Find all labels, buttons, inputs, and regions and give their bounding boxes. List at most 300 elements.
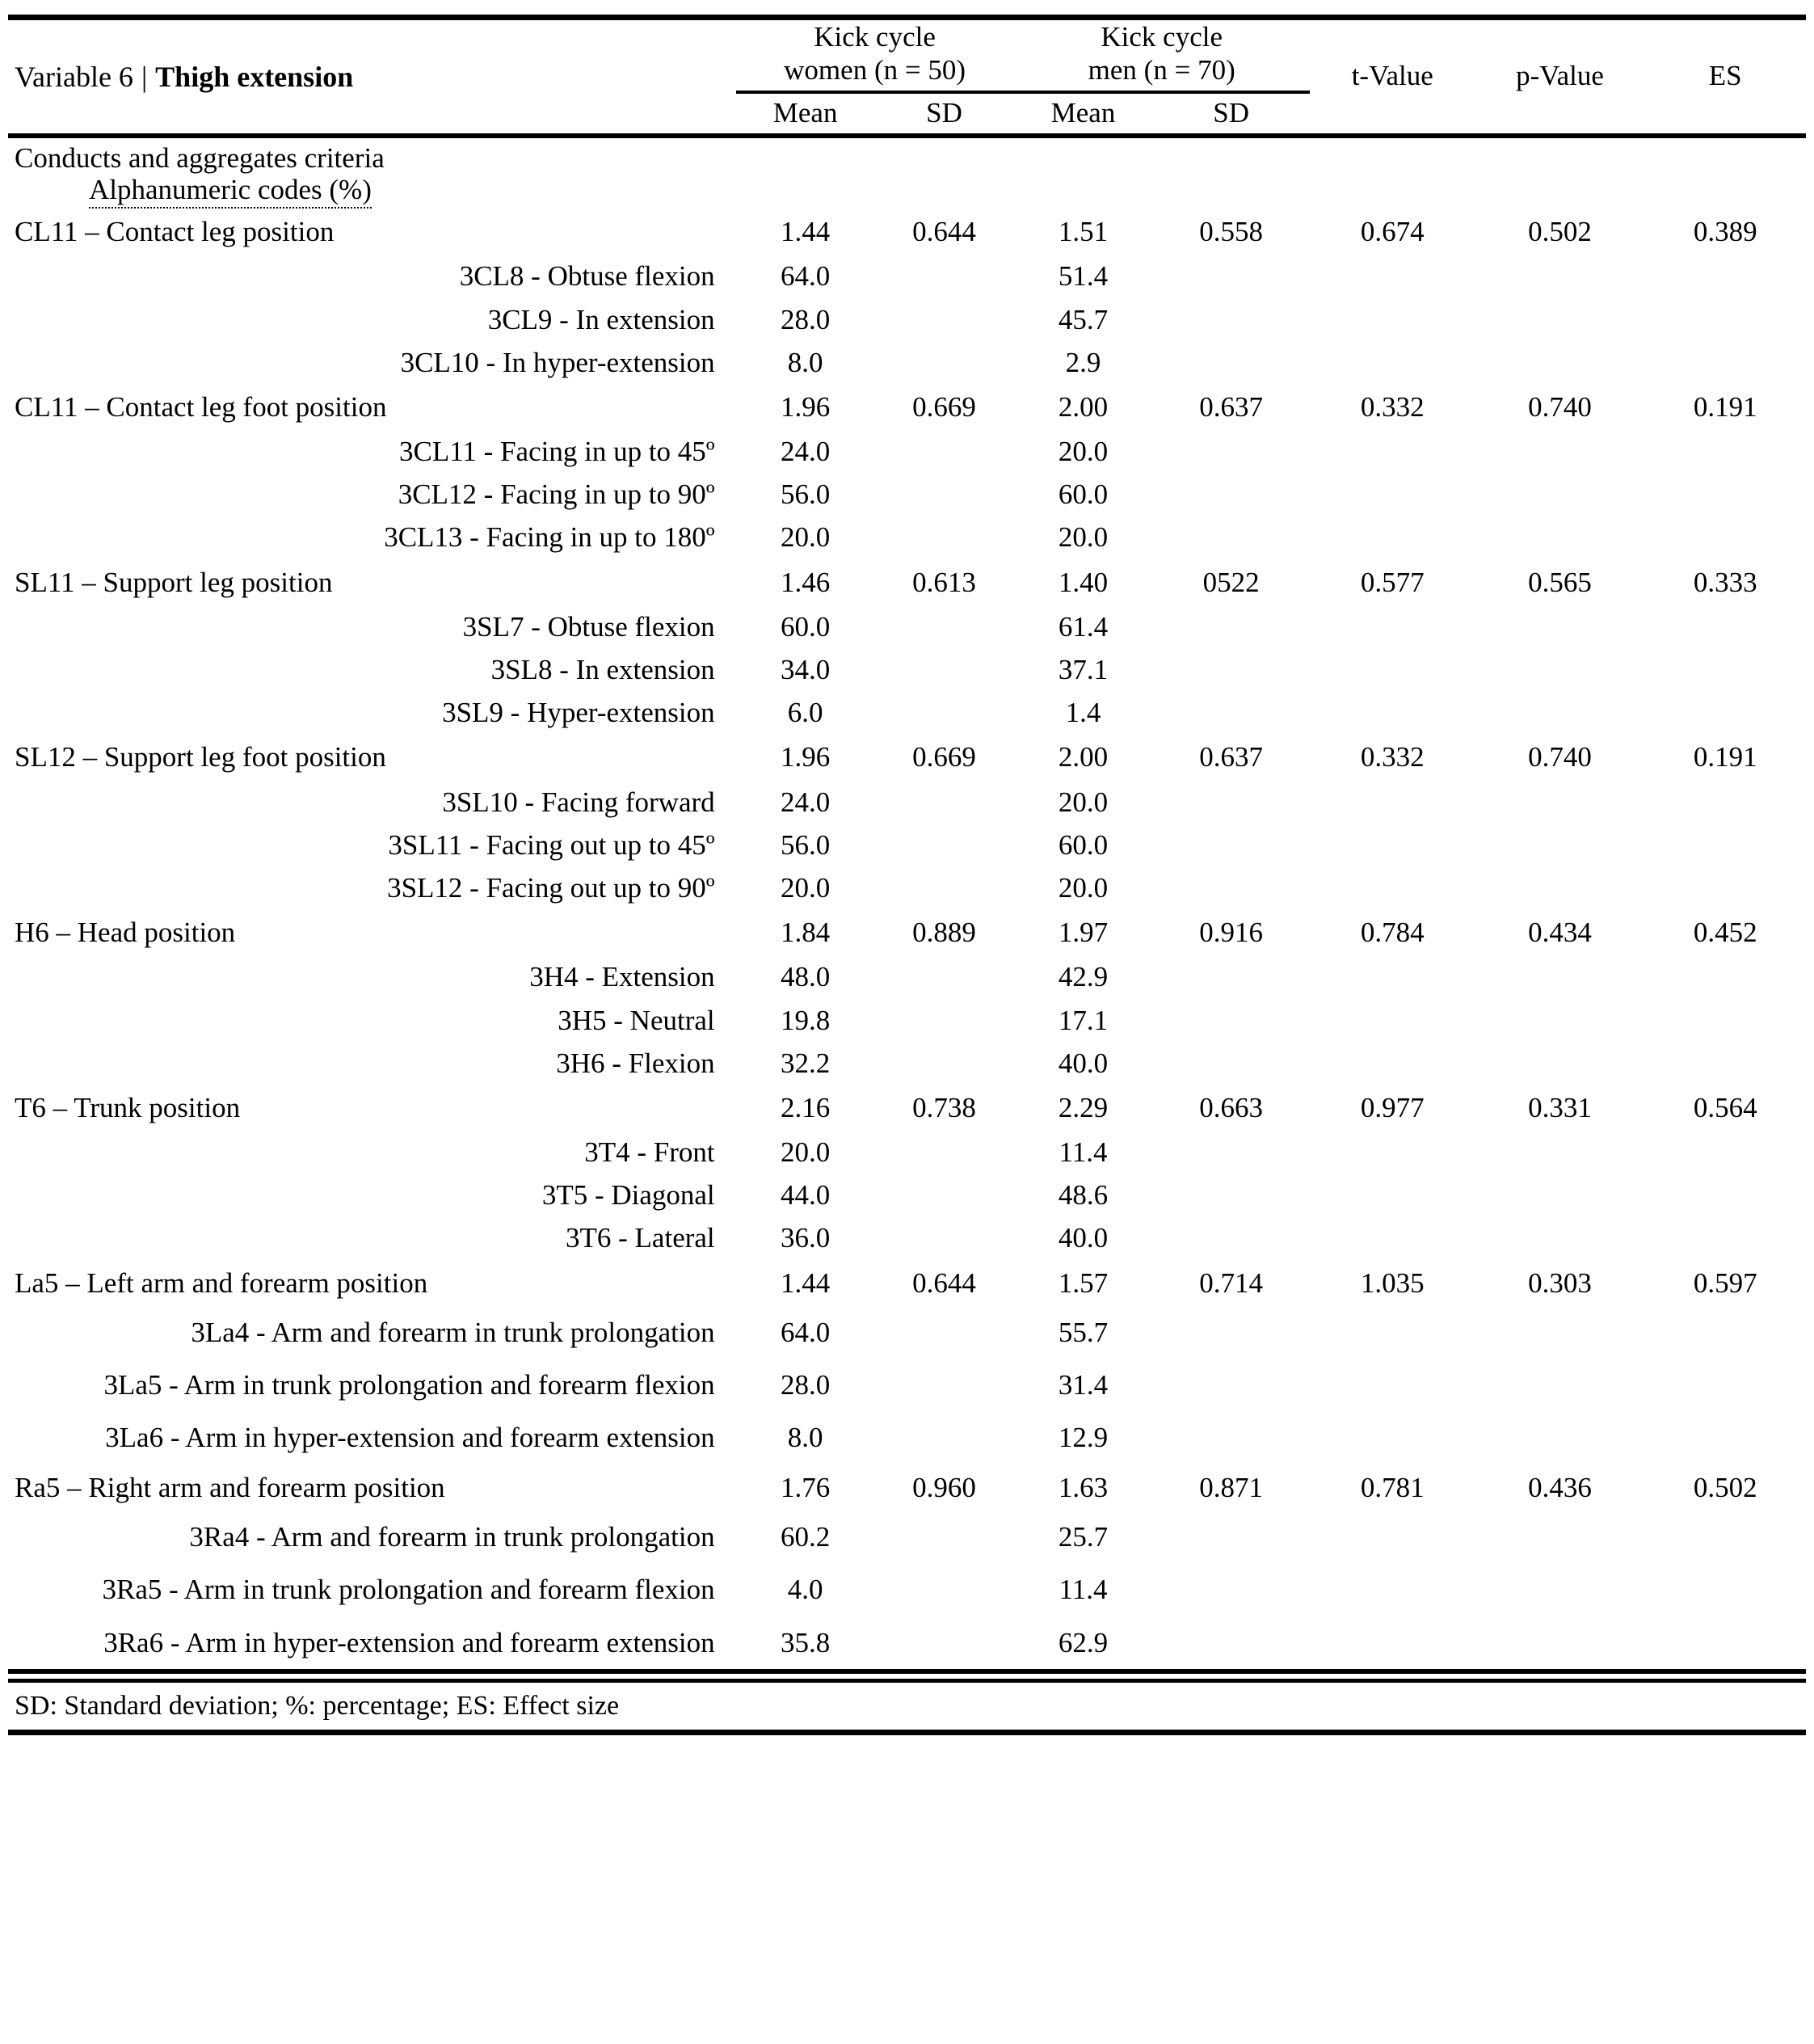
- code-row: [8, 1131, 1806, 1174]
- cell-p-value: [1475, 1306, 1645, 1359]
- cell-men-sd: [1152, 255, 1309, 297]
- cell-t-value: [1310, 1306, 1475, 1359]
- cell-es: [1644, 824, 1806, 866]
- cell-men-mean: 1.63: [1058, 1471, 1109, 1503]
- code-row: [8, 955, 1806, 998]
- cell-women-sd: [875, 999, 1014, 1042]
- cell-women-mean: 8.0: [787, 346, 823, 378]
- column-header-t-value: t-Value: [1351, 60, 1433, 92]
- cell-women-sd: 0.738: [912, 1091, 976, 1123]
- code-row-label: 3CL12 - Facing in up to 90º: [398, 478, 715, 511]
- criteria-title-row: [8, 138, 1806, 174]
- column-header-es: ES: [1708, 60, 1742, 92]
- cell-es: 0.597: [1693, 1266, 1757, 1299]
- cell-es: [1644, 341, 1806, 384]
- cell-men-mean: 42.9: [1058, 961, 1109, 993]
- variable-row-label: SL11 – Support leg position: [15, 566, 333, 598]
- code-row-label: 3H6 - Flexion: [556, 1047, 715, 1079]
- cell-women-sd: [875, 1359, 1014, 1411]
- cell-men-mean: 25.7: [1058, 1520, 1109, 1553]
- bottom-double-rule: [8, 1671, 1806, 1681]
- cell-women-mean: 20.0: [780, 871, 831, 904]
- code-row: [8, 1306, 1806, 1359]
- group-women-line1: Kick cycle: [814, 21, 936, 53]
- code-row-label: 3T4 - Front: [584, 1136, 715, 1169]
- footnote-text: SD: Standard deviation; %: percentage; ES: Effect size: [15, 1690, 620, 1721]
- cell-women-sd: [875, 955, 1014, 998]
- code-row: [8, 1359, 1806, 1411]
- cell-women-mean: 56.0: [780, 828, 831, 861]
- cell-women-sd: [875, 1306, 1014, 1359]
- cell-women-sd: [875, 516, 1014, 558]
- cell-es: 0.452: [1693, 917, 1757, 949]
- cell-men-sd: 0.663: [1199, 1091, 1264, 1123]
- codes-title: Alphanumeric codes (%): [89, 174, 372, 209]
- cell-p-value: 0.303: [1528, 1266, 1592, 1299]
- cell-p-value: [1475, 1359, 1645, 1411]
- cell-t-value: [1310, 999, 1475, 1042]
- cell-es: [1644, 1174, 1806, 1216]
- cell-women-sd: [875, 341, 1014, 384]
- cell-t-value: [1310, 1359, 1475, 1411]
- cell-es: [1644, 1359, 1806, 1411]
- cell-women-sd: [875, 473, 1014, 516]
- cell-women-mean: 1.84: [780, 917, 831, 949]
- cell-es: [1644, 1563, 1806, 1616]
- code-row-label: 3SL10 - Facing forward: [442, 786, 715, 818]
- cell-men-mean: 1.40: [1058, 566, 1109, 598]
- cell-p-value: [1475, 1563, 1645, 1616]
- column-header-women-sd: SD: [926, 96, 962, 129]
- cell-women-mean: 6.0: [787, 697, 823, 729]
- cell-men-mean: 55.7: [1058, 1316, 1109, 1348]
- variable-row: [8, 909, 1806, 955]
- cell-women-mean: 28.0: [780, 1369, 831, 1401]
- cell-p-value: [1475, 1131, 1645, 1174]
- cell-women-sd: 0.960: [912, 1471, 976, 1503]
- cell-women-mean: 24.0: [780, 786, 831, 818]
- cell-t-value: 0.332: [1360, 390, 1425, 423]
- cell-men-mean: 2.00: [1058, 741, 1109, 773]
- variable-row: [8, 1260, 1806, 1306]
- code-row-label: 3La5 - Arm in trunk prolongation and forearm flexion: [103, 1369, 715, 1401]
- variable-name: Thigh extension: [155, 60, 354, 93]
- cell-es: [1644, 1042, 1806, 1085]
- cell-es: [1644, 955, 1806, 998]
- cell-es: [1644, 473, 1806, 516]
- cell-es: [1644, 999, 1806, 1042]
- cell-es: 0.564: [1693, 1091, 1757, 1123]
- cell-es: [1644, 1511, 1806, 1563]
- variable-row: [8, 209, 1806, 255]
- cell-men-sd: 0.637: [1199, 741, 1264, 773]
- cell-men-mean: 62.9: [1058, 1626, 1109, 1658]
- cell-men-sd: [1152, 430, 1309, 473]
- cell-women-mean: 1.96: [780, 741, 831, 773]
- cell-men-mean: 11.4: [1059, 1574, 1108, 1606]
- column-header-men-mean: Mean: [1050, 96, 1116, 129]
- code-row: [8, 341, 1806, 384]
- cell-men-sd: [1152, 1616, 1309, 1671]
- cell-p-value: [1475, 1411, 1645, 1464]
- cell-women-mean: 19.8: [780, 1004, 831, 1036]
- code-row: [8, 473, 1806, 516]
- cell-t-value: [1310, 430, 1475, 473]
- code-row-label: 3Ra6 - Arm in hyper-extension and forearm extension: [103, 1626, 715, 1658]
- cell-t-value: [1310, 691, 1475, 734]
- code-row: [8, 1563, 1806, 1616]
- cell-es: 0.333: [1693, 566, 1757, 598]
- cell-men-mean: 45.7: [1058, 303, 1109, 335]
- cell-men-sd: [1152, 866, 1309, 909]
- cell-men-mean: 31.4: [1058, 1369, 1109, 1401]
- code-row-label: 3SL8 - In extension: [490, 654, 715, 686]
- code-row: [8, 1174, 1806, 1216]
- cell-p-value: [1475, 1616, 1645, 1671]
- column-header-women-mean: Mean: [772, 96, 838, 129]
- cell-men-mean: 20.0: [1058, 521, 1109, 554]
- cell-t-value: [1310, 1131, 1475, 1174]
- code-row-label: 3La4 - Arm and forearm in trunk prolongation: [191, 1316, 715, 1348]
- cell-t-value: [1310, 605, 1475, 648]
- cell-women-mean: 48.0: [780, 961, 831, 993]
- cell-women-mean: 64.0: [780, 1316, 831, 1348]
- cell-men-mean: 61.4: [1058, 610, 1109, 643]
- cell-t-value: [1310, 1174, 1475, 1216]
- cell-women-sd: 0.669: [912, 390, 976, 423]
- group-header-women: [736, 20, 1014, 92]
- cell-men-sd: [1152, 341, 1309, 384]
- cell-women-sd: [875, 1411, 1014, 1464]
- cell-t-value: [1310, 516, 1475, 558]
- cell-p-value: [1475, 255, 1645, 297]
- cell-p-value: [1475, 516, 1645, 558]
- cell-t-value: [1310, 298, 1475, 341]
- cell-men-mean: 1.51: [1058, 216, 1109, 248]
- cell-women-mean: 1.46: [780, 566, 831, 598]
- cell-t-value: [1310, 473, 1475, 516]
- variable-separator: |: [141, 60, 148, 93]
- cell-t-value: [1310, 1616, 1475, 1671]
- cell-women-mean: 1.76: [780, 1471, 831, 1503]
- code-row-label: 3La6 - Arm in hyper-extension and forearm extension: [105, 1422, 715, 1454]
- cell-men-mean: 1.97: [1058, 917, 1109, 949]
- cell-women-mean: 4.0: [787, 1574, 823, 1606]
- cell-t-value: [1310, 1511, 1475, 1563]
- code-row: [8, 1216, 1806, 1259]
- variable-row: [8, 384, 1806, 430]
- code-row: [8, 999, 1806, 1042]
- cell-es: [1644, 430, 1806, 473]
- cell-p-value: [1475, 605, 1645, 648]
- code-row: [8, 824, 1806, 866]
- cell-women-mean: 36.0: [780, 1222, 831, 1254]
- cell-p-value: 0.740: [1528, 390, 1592, 423]
- cell-women-sd: [875, 691, 1014, 734]
- variable-row-label: CL11 – Contact leg position: [15, 216, 335, 248]
- variable-row-label: Ra5 – Right arm and forearm position: [15, 1471, 445, 1503]
- cell-t-value: [1310, 781, 1475, 824]
- group-men-line1: Kick cycle: [1101, 21, 1223, 53]
- cell-men-sd: [1152, 1216, 1309, 1259]
- cell-women-sd: 0.889: [912, 917, 976, 949]
- cell-es: [1644, 1131, 1806, 1174]
- cell-women-mean: 1.44: [780, 1266, 831, 1299]
- cell-p-value: [1475, 999, 1645, 1042]
- code-row: [8, 1511, 1806, 1563]
- cell-t-value: 0.977: [1360, 1091, 1425, 1123]
- cell-women-sd: 0.669: [912, 741, 976, 773]
- cell-p-value: 0.434: [1528, 917, 1592, 949]
- code-row-label: 3Ra5 - Arm in trunk prolongation and forearm flexion: [102, 1574, 715, 1606]
- cell-men-mean: 11.4: [1059, 1136, 1108, 1169]
- variable-row: [8, 734, 1806, 780]
- cell-es: [1644, 866, 1806, 909]
- cell-men-mean: 20.0: [1058, 786, 1109, 818]
- cell-t-value: [1310, 255, 1475, 297]
- cell-t-value: [1310, 648, 1475, 691]
- cell-p-value: 0.565: [1528, 566, 1592, 598]
- variable-row: [8, 559, 1806, 605]
- cell-t-value: 0.784: [1360, 917, 1425, 949]
- cell-women-sd: [875, 1563, 1014, 1616]
- code-row-label: 3SL12 - Facing out up to 90º: [387, 871, 715, 904]
- cell-men-mean: 2.9: [1065, 346, 1101, 378]
- cell-men-sd: [1152, 1131, 1309, 1174]
- cell-t-value: [1310, 1216, 1475, 1259]
- cell-men-mean: 37.1: [1058, 654, 1109, 686]
- code-row-label: 3CL13 - Facing in up to 180º: [384, 521, 715, 554]
- code-row: [8, 516, 1806, 558]
- cell-men-sd: [1152, 1359, 1309, 1411]
- cell-men-sd: [1152, 1042, 1309, 1085]
- cell-es: 0.389: [1693, 216, 1757, 248]
- cell-t-value: 0.674: [1360, 216, 1425, 248]
- cell-t-value: 0.332: [1360, 741, 1425, 773]
- cell-women-mean: 32.2: [780, 1047, 831, 1079]
- cell-p-value: [1475, 1042, 1645, 1085]
- code-row: [8, 866, 1806, 909]
- cell-women-sd: 0.613: [912, 566, 976, 598]
- cell-p-value: 0.502: [1528, 216, 1592, 248]
- cell-t-value: [1310, 1411, 1475, 1464]
- cell-es: [1644, 1616, 1806, 1671]
- cell-men-mean: 20.0: [1058, 871, 1109, 904]
- cell-men-sd: [1152, 999, 1309, 1042]
- cell-women-mean: 24.0: [780, 436, 831, 468]
- cell-t-value: [1310, 866, 1475, 909]
- cell-men-mean: 40.0: [1058, 1222, 1109, 1254]
- cell-women-mean: 20.0: [780, 521, 831, 554]
- cell-women-sd: [875, 1042, 1014, 1085]
- cell-es: 0.502: [1693, 1471, 1757, 1503]
- cell-women-mean: 28.0: [780, 303, 831, 335]
- cell-p-value: [1475, 691, 1645, 734]
- code-row-label: 3CL10 - In hyper-extension: [400, 346, 715, 378]
- group-header-men: [1014, 20, 1310, 92]
- cell-men-sd: 0.637: [1199, 390, 1264, 423]
- cell-men-sd: [1152, 516, 1309, 558]
- cell-es: 0.191: [1693, 741, 1757, 773]
- cell-women-mean: 56.0: [780, 478, 831, 511]
- cell-women-sd: [875, 781, 1014, 824]
- code-row: [8, 781, 1806, 824]
- code-row-label: 3H5 - Neutral: [558, 1004, 715, 1036]
- code-row-label: 3Ra4 - Arm and forearm in trunk prolongation: [189, 1520, 715, 1553]
- variable-row-label: SL12 – Support leg foot position: [15, 741, 386, 773]
- cell-men-sd: 0.558: [1199, 216, 1264, 248]
- cell-men-sd: [1152, 473, 1309, 516]
- cell-men-sd: 0.871: [1199, 1471, 1264, 1503]
- variable-row-label: La5 – Left arm and forearm position: [15, 1266, 428, 1299]
- cell-women-sd: [875, 255, 1014, 297]
- cell-t-value: 0.577: [1360, 566, 1425, 598]
- cell-p-value: [1475, 1174, 1645, 1216]
- cell-t-value: [1310, 955, 1475, 998]
- code-row-label: 3CL8 - Obtuse flexion: [459, 260, 715, 293]
- code-row-label: 3T5 - Diagonal: [541, 1179, 715, 1212]
- cell-t-value: 1.035: [1360, 1266, 1425, 1299]
- variable-row: [8, 1085, 1806, 1131]
- cell-women-mean: 60.2: [780, 1520, 831, 1553]
- code-row: [8, 1042, 1806, 1085]
- cell-es: [1644, 298, 1806, 341]
- cell-p-value: [1475, 1216, 1645, 1259]
- cell-women-mean: 35.8: [780, 1626, 831, 1658]
- column-header-men-sd: SD: [1213, 96, 1250, 129]
- variable-row-label: H6 – Head position: [15, 917, 236, 949]
- cell-t-value: [1310, 341, 1475, 384]
- cell-women-sd: [875, 298, 1014, 341]
- cell-men-sd: 0522: [1202, 566, 1260, 598]
- cell-women-mean: 44.0: [780, 1179, 831, 1212]
- code-row-label: 3SL11 - Facing out up to 45º: [388, 828, 715, 861]
- cell-women-mean: 20.0: [780, 1136, 831, 1169]
- cell-p-value: 0.436: [1528, 1471, 1592, 1503]
- code-row: [8, 648, 1806, 691]
- cell-p-value: 0.331: [1528, 1091, 1592, 1123]
- cell-men-mean: 1.4: [1065, 697, 1101, 729]
- cell-women-sd: [875, 605, 1014, 648]
- table-body: [8, 18, 1806, 209]
- cell-men-mean: 2.00: [1058, 390, 1109, 423]
- code-row-label: 3CL11 - Facing in up to 45º: [399, 436, 715, 468]
- cell-men-sd: [1152, 691, 1309, 734]
- cell-t-value: [1310, 1563, 1475, 1616]
- code-row: [8, 298, 1806, 341]
- code-row: [8, 1616, 1806, 1671]
- cell-p-value: [1475, 781, 1645, 824]
- cell-women-mean: 34.0: [780, 654, 831, 686]
- criteria-title: Conducts and aggregates criteria: [15, 141, 385, 174]
- code-row-label: 3SL9 - Hyper-extension: [442, 697, 715, 729]
- cell-men-sd: [1152, 648, 1309, 691]
- header-row-groups: [8, 20, 1806, 92]
- code-row-label: 3SL7 - Obtuse flexion: [462, 610, 715, 643]
- cell-women-mean: 8.0: [787, 1422, 823, 1454]
- cell-women-mean: 1.96: [780, 390, 831, 423]
- cell-men-sd: 0.916: [1199, 917, 1264, 949]
- variable-row-label: T6 – Trunk position: [15, 1091, 241, 1123]
- cell-t-value: [1310, 824, 1475, 866]
- cell-men-sd: [1152, 298, 1309, 341]
- variable-row-label: CL11 – Contact leg foot position: [15, 390, 387, 423]
- cell-es: [1644, 781, 1806, 824]
- cell-men-mean: 60.0: [1058, 828, 1109, 861]
- codes-title-row: [8, 174, 1806, 209]
- cell-p-value: 0.740: [1528, 741, 1592, 773]
- variable-title-cell: [8, 20, 736, 136]
- footnote-row: [8, 1680, 1806, 1732]
- code-row: [8, 691, 1806, 734]
- cell-es: [1644, 648, 1806, 691]
- cell-men-sd: [1152, 781, 1309, 824]
- cell-t-value: [1310, 1042, 1475, 1085]
- cell-women-sd: [875, 1131, 1014, 1174]
- code-row: [8, 605, 1806, 648]
- cell-men-sd: [1152, 824, 1309, 866]
- cell-women-mean: 60.0: [780, 610, 831, 643]
- cell-men-sd: [1152, 1563, 1309, 1616]
- cell-women-sd: [875, 430, 1014, 473]
- cell-p-value: [1475, 824, 1645, 866]
- code-row: [8, 255, 1806, 297]
- cell-women-sd: [875, 824, 1014, 866]
- cell-p-value: [1475, 341, 1645, 384]
- code-row: [8, 1411, 1806, 1464]
- statistics-table: [8, 15, 1806, 1735]
- code-row-label: 3CL9 - In extension: [487, 303, 715, 335]
- cell-women-sd: 0.644: [912, 1266, 976, 1299]
- cell-men-sd: [1152, 1511, 1309, 1563]
- variable-label: Variable 6: [15, 60, 133, 93]
- cell-men-mean: 51.4: [1058, 260, 1109, 293]
- cell-p-value: [1475, 648, 1645, 691]
- cell-women-sd: [875, 1511, 1014, 1563]
- cell-p-value: [1475, 298, 1645, 341]
- cell-men-mean: 48.6: [1058, 1179, 1109, 1212]
- cell-men-sd: [1152, 605, 1309, 648]
- cell-women-sd: [875, 866, 1014, 909]
- cell-es: [1644, 605, 1806, 648]
- cell-men-mean: 1.57: [1058, 1266, 1109, 1299]
- cell-women-mean: 2.16: [780, 1091, 831, 1123]
- cell-p-value: [1475, 473, 1645, 516]
- cell-es: [1644, 691, 1806, 734]
- cell-women-sd: [875, 1216, 1014, 1259]
- cell-es: [1644, 255, 1806, 297]
- cell-es: [1644, 1306, 1806, 1359]
- cell-women-sd: [875, 648, 1014, 691]
- variable-row: [8, 1465, 1806, 1511]
- cell-es: 0.191: [1693, 390, 1757, 423]
- cell-t-value: 0.781: [1360, 1471, 1425, 1503]
- cell-women-mean: 1.44: [780, 216, 831, 248]
- cell-p-value: [1475, 1511, 1645, 1563]
- column-header-p-value: p-Value: [1516, 60, 1604, 92]
- cell-women-mean: 64.0: [780, 260, 831, 293]
- cell-men-mean: 17.1: [1058, 1004, 1109, 1036]
- cell-women-sd: [875, 1174, 1014, 1216]
- cell-p-value: [1475, 955, 1645, 998]
- cell-men-mean: 2.29: [1058, 1091, 1109, 1123]
- cell-es: [1644, 1216, 1806, 1259]
- cell-men-mean: 60.0: [1058, 478, 1109, 511]
- group-men-line2: men (n = 70): [1088, 54, 1235, 86]
- cell-p-value: [1475, 430, 1645, 473]
- group-women-line2: women (n = 50): [784, 54, 966, 86]
- cell-women-sd: [875, 1616, 1014, 1671]
